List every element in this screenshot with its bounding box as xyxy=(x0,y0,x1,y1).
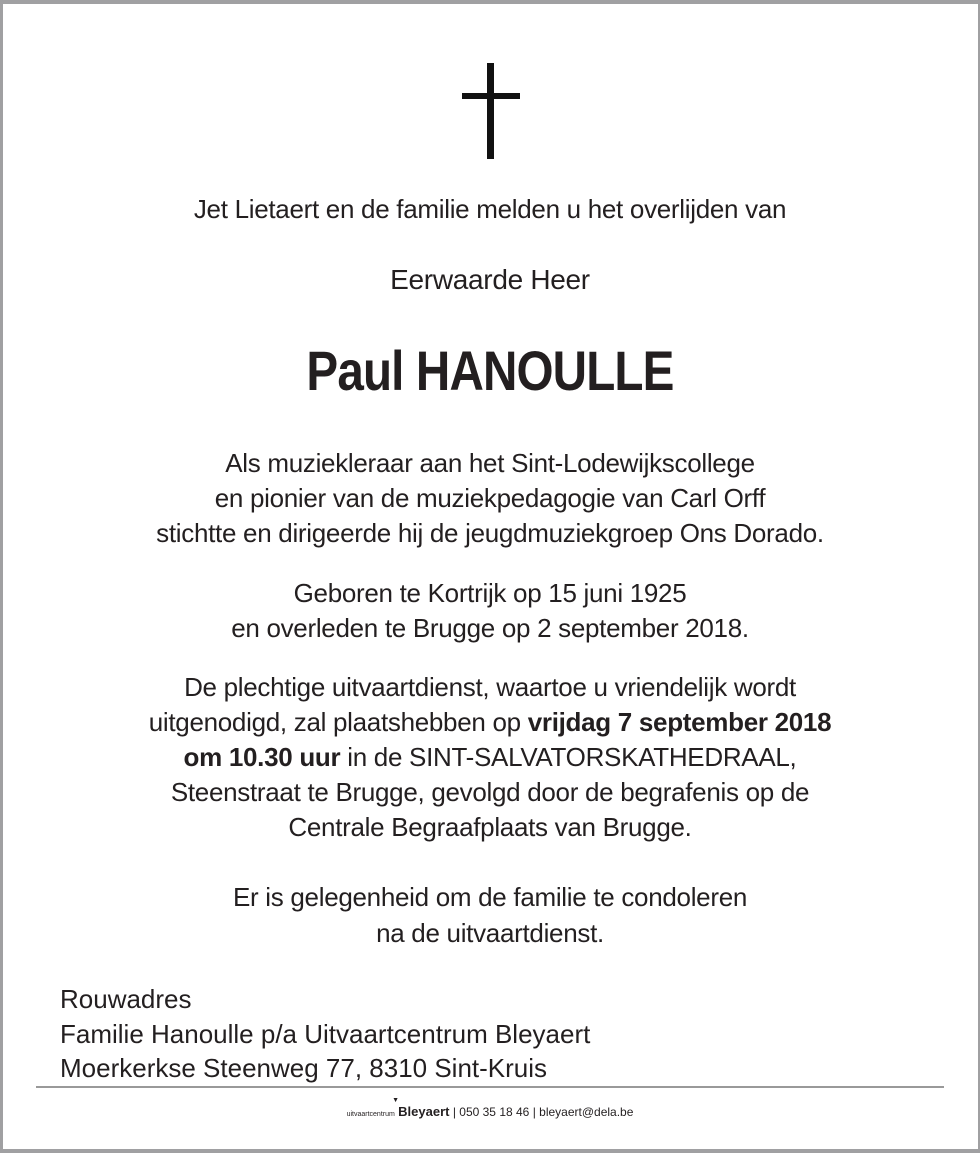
footer-prefix: uitvaartcentrum xyxy=(346,1111,395,1118)
funeral-line: Steenstraat te Brugge, gevolgd door de begrafenis op de xyxy=(170,777,810,807)
condolence-line: na de uitvaartdienst. xyxy=(376,918,604,948)
funeral-line: om 10.30 uur in de SINT-SALVATORSKATHEDRAAL, xyxy=(183,742,797,772)
cross-icon xyxy=(462,63,520,159)
death-line: en overleden te Brugge op 2 september 2018. xyxy=(231,613,749,643)
footer-phone: 050 35 18 46 xyxy=(459,1105,530,1119)
funeral-date: vrijdag 7 september 2018 xyxy=(527,707,832,737)
funeral-time: om 10.30 uur xyxy=(183,742,341,772)
bio-line: Als muziekleraar aan het Sint-Lodewijkscollege xyxy=(225,448,755,478)
triangle-icon: ▼ xyxy=(392,1097,400,1104)
announcement: Jet Lietaert en de familie melden u het overlijden van xyxy=(193,194,787,224)
brand-logo: ▼ Bleyaert xyxy=(392,1097,450,1119)
footer: uitvaartcentrum ▼ Bleyaert | 050 35 18 46 | bleyaert@dela.be xyxy=(346,1097,634,1119)
birth-line: Geboren te Kortrijk op 15 juni 1925 xyxy=(293,578,687,608)
footer-email: bleyaert@dela.be xyxy=(539,1105,634,1119)
address-line: Moerkerkse Steenweg 77, 8310 Sint-Kruis xyxy=(60,1053,548,1083)
address-line: Familie Hanoulle p/a Uitvaartcentrum Bleyaert xyxy=(60,1019,591,1049)
funeral-line: De plechtige uitvaartdienst, waartoe u vriendelijk wordt xyxy=(184,672,796,702)
bio-line: en pionier van de muziekpedagogie van Carl Orff xyxy=(214,483,766,513)
condolence-line: Er is gelegenheid om de familie te condoleren xyxy=(232,882,748,912)
address-label: Rouwadres xyxy=(60,984,192,1014)
funeral-line: uitgenodigd, zal plaatshebben op vrijdag 7 september 2018 xyxy=(148,707,832,737)
bio-line: stichtte en dirigeerde hij de jeugdmuziekgroep Ons Dorado. xyxy=(156,518,824,548)
honorific-title: Eerwaarde Heer xyxy=(390,264,590,295)
deceased-name: Paul HANOULLE xyxy=(306,339,674,402)
funeral-line: Centrale Begraafplaats van Brugge. xyxy=(288,812,692,842)
divider xyxy=(36,1086,944,1088)
obituary-page xyxy=(3,4,978,1149)
